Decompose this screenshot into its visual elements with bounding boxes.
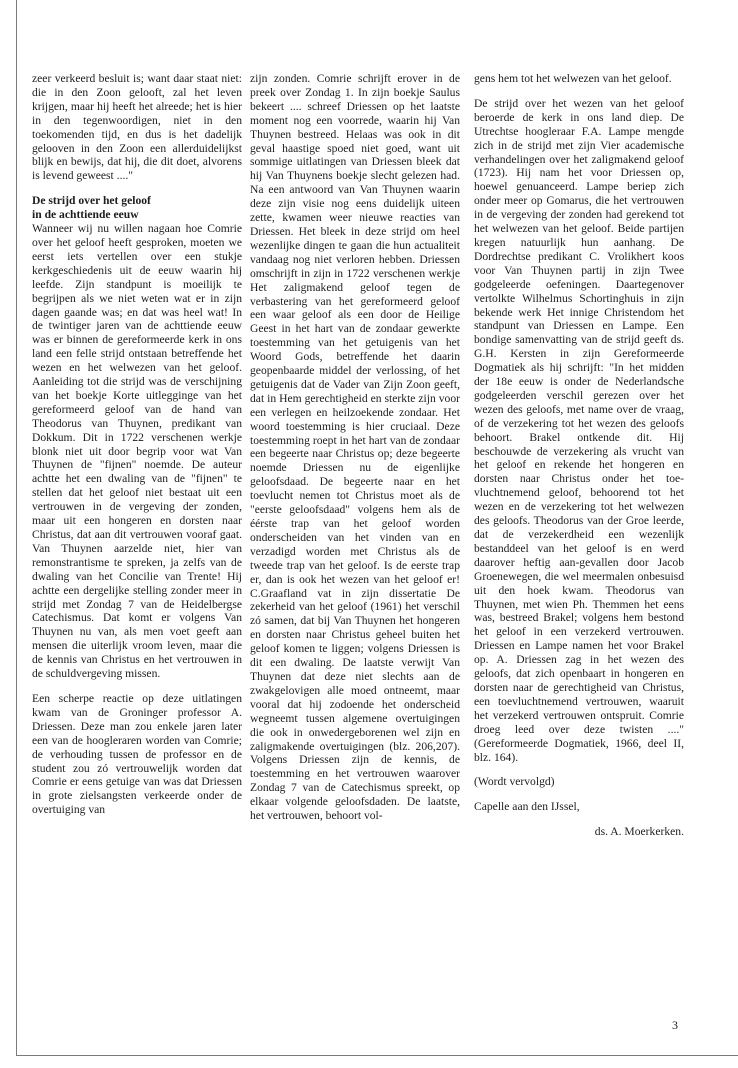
column-2 (250, 72, 460, 834)
col3-paragraph-2: De strijd over het wezen van het geloof beroerde de kerk in ons land diep. De Utrechtse hoogleraar F.A. Lampe mengde zich in de strijd met zijn Vier academische verhandelingen over het zaligmakend geloof (1723). Hij nam het voor Driessen op, hoewel genuanceerd. Lampe beriep zich onder meer op Gomarus, die het vertrouwen in de vergeving der zonden had gerekend tot het welwezen van het geloof. Beide partijen kregen natuurlijk hun aanhang. De Dordrechtse predikant C. Vrolikhert koos voor Van Thuynen partij in zijn Twee godgeleerde oefeningen. Daartegenover vertolkte Wilhelmus Schortinghuis in zijn bekende werk Het innige Christendom het standpunt van Driessen en Lampe. Een bondige samenvatting van de strijd geeft ds. G.H. Kersten in zijn Gereformeerde Dogmatiek als hij schrijft: "In het midden der 18e eeuw is onder de Nederlandsche godgeleerden verschil gerezen over het wezen des geloofs, met name over de vraag, of de verzekering tot het wezen des geloofs behoort. Brakel ontkende dit. Hij beschouwde de verzekering als vrucht van het geloof en rekende het hongeren en dorsten naar Christus onder het toe-vluchtnemend geloof, behoorend tot het wezen en de verzekering tot het welwezen des geloofs. Theodorus van der Groe leerde, dat de verzekerdheid een wezenlijk bestanddeel van het geloof is en werd daarover heftig aan-gevallen door Jacob Groenewegen, die wel meermalen onbesuisd uit den hoek kwam. Theodorus van Thuynen, met wien Ph. Themmen het eens was, bestreed Brakel; volgens hem bestond het geloof in een verzekerd vertrouwen. Driessen en Lampe namen het voor Brakel op. A. Driessen zag in het wezen des geloofs, dat zich openbaart in hongeren en dorsten naar de gerechtigheid van Christus, een toevluchtnemend vertrouwen, waaruit het verzekerd vertrouwen ontspruit. Comrie droeg leed over deze twisten ...." (Gereformeerde Dogmatiek, 1966, deel II, blz. 164). (474, 96, 684, 764)
page-border-bottom (16, 1055, 738, 1056)
page-number: 3 (672, 1018, 678, 1032)
col2-paragraph-1: zijn zonden. Comrie schrijft erover in de preek over Zondag 1. In zijn boekje Saulus bekeert .... schreef Driessen op het laatste moment nog een voorrede, waarin hij Van Thuynen bestreed. Helaas was ook in dit geval haastige spoed niet goed, want uit sommige uitlatingen van Driessen bleek dat hij Van Thuynens boekje slecht gelezen had. Na een antwoord van Van Thuynen waarin deze zijn visie nog eens duidelijk uiteen zette, kwamen weer nieuwe reacties van Driessen. Het bleek in deze strijd om heel wezenlijke dingen te gaan die hun actualiteit vandaag nog niet verloren hebben. Driessen omschrijft in zijn in 1722 verschenen werkje Het zaligmakend geloof tegen de verbastering van het gereformeerd geloof een waar geloof als een door de Heilige Geest in het hart van de zondaar gewerkte toestemming van het getuigenis van het Woord Gods, betreffende het daarin geopenbaarde middel der verlossing, of het getuigenis dat de Vader van Zijn Zoon geeft, dat in Hem gerechtigheid en sterkte zijn voor een verlegen en heilzoekende zondaar. Het woord toestemming is hier cruciaal. Deze toestemming roept in het hart van de zondaar een begeerte naar Christus op; deze begeerte noemde Driessen nu de eigenlijke geloofsdaad. De begeerte naar en het toevlucht nemen tot Christus moet als de "eerste geloofsdaad" volgens hem als de éérste trap van het geloof worden onderscheiden van het vinden van en verzadigd worden met Christus als de tweede trap van het geloof. Is de eerste trap er, dan is ook het wezen van het geloof er! C.Graafland vat in zijn dissertatie De zekerheid van het geloof (1961) het verschil zó samen, dat bij Van Thuynen het hongeren en dorsten naar Christus geheel buiten het geloof komen te liggen; volgens Driessen is dit een dwaling. De laatste verwijt Van Thuynen dat deze niet slechts aan de zwakgelovigen alle moed ontneemt, maar vooral dat hij zodoende het onderscheid wegneemt tussen algemene overtuigingen die ook in onwedergeborenen wel zijn en zaligmakende overtuigingen (blz. 206,207). Volgens Driessen zijn de kennis, de toestemming en het vertrouwen waarover Zondag 7 van de Catechismus spreekt, op elkaar volgende geloofsdaden. De laatste, het vertrouwen, behoort vol- (250, 72, 460, 823)
col1-paragraph-2: Wanneer wij nu willen nagaan hoe Comrie over het geloof heeft gesproken, moeten we eerst iets vertellen over een stukje kerkgeschiedenis uit de eeuw waarin hij leefde. Zijn standpunt is moeilijk te begrijpen als we niet weten wat er in zijn dagen gaande was; en dat was heel wat! In de twintiger jaren van de achttiende eeuw was er binnen de gereformeerde kerk in ons land een felle strijd ontstaan betreffende het wezen en het welwezen van het geloof. Aanleiding tot die strijd was de verschijning van het boekje Korte uitlegginge van het gereformeerd geloof van de hand van Theodorus van Thuynen, predikant van Dokkum. Dit in 1722 verschenen werkje blonk niet uit door begrip voor wat Van Thuynen de "fijnen" noemde. De auteur achtte het een dwaling van de "fijnen" te stellen dat het geloof niet bestaat uit een vertrouwen in de vergeving der zonden, maar uit een hongeren en dorsten naar Christus, dat aan dit vertrouwen vooraf gaat. Van Thuynen aarzelde niet, hier van remonstrantisme te spreken, ja zelfs van de dwaling van het Concilie van Trente! Hij achtte een dergelijke stelling zonder meer in strijd met Zondag 7 van de Heidelbergse Catechismus. Dat komt er volgens Van Thuynen nu van, als men voet geeft aan mensen die uiterlijk vroom leven, maar die de kennis van Christus en het vertrouwen in de schuldvergeving missen. (32, 222, 242, 681)
page-border-left (16, 0, 17, 1055)
col3-paragraph-1: gens hem tot het welwezen van het geloof. (474, 72, 672, 85)
section-heading-line-1: De strijd over het geloof (32, 194, 151, 208)
continued-note: (Wordt vervolgd) (474, 775, 555, 789)
signature-place: Capelle aan den IJssel, (474, 800, 580, 814)
col1-paragraph-3: Een scherpe reactie op deze uitlatingen kwam van de Groninger professor A. Driessen. Deze man zou enkele jaren later een van de hoogleraren worden van Comrie; de verhouding tussen de professor en de student zou zó vertrouwelijk worden dat Comrie er eens getuige van was dat Driessen in grote zielsangsten verkeerde onder de overtuiging van (32, 691, 242, 817)
column-3 (474, 72, 684, 850)
col1-paragraph-1: zeer verkeerd besluit is; want daar staat niet: die in den Zoon gelooft, zal het leven krijgen, maar hij heeft het alreede; het is hier in den tegenwoordigen, niet in den toekomenden tijd, en dus is het dadelijk gelooven in den Zoon een allerduidelijkst blijk en bewijs, dat hij, die dit doet, alvorens is levend geweest ...." (32, 72, 242, 183)
section-heading-line-2: in de achttiende eeuw (32, 208, 139, 222)
signature-name: ds. A. Moerkerken. (594, 825, 684, 839)
column-1 (32, 72, 242, 828)
